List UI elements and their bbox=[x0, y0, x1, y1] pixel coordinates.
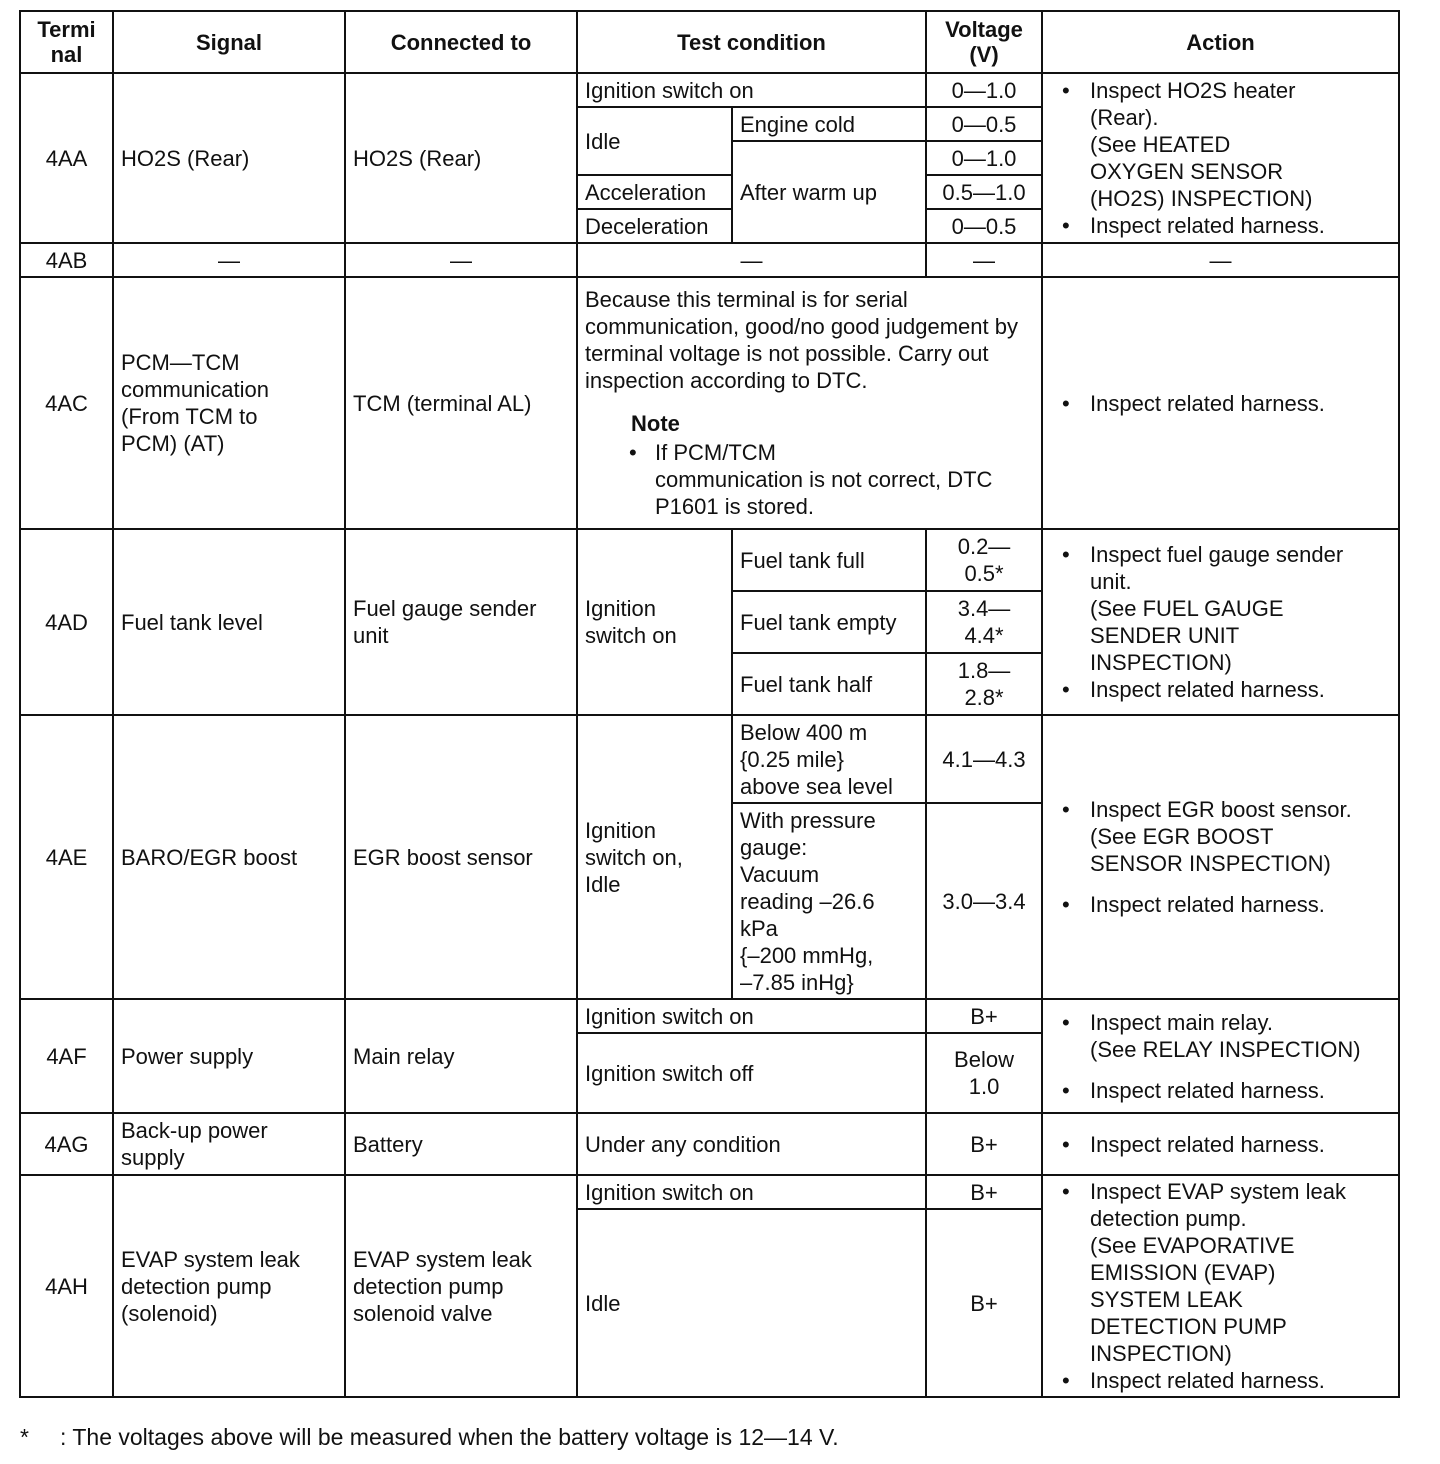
table-row bbox=[20, 73, 1399, 107]
action-item: • Inspect fuel gauge sender unit. (See FUEL GAUGE SENDER UNIT INSPECTION) bbox=[1050, 541, 1391, 676]
connected-cell: Main relay bbox=[345, 999, 577, 1113]
terminal-cell: 4AC bbox=[20, 277, 113, 529]
condition-text: Because this terminal is for serial communication, good/no good judgement by terminal voltage is not possible. Carry out inspection according to DTC. bbox=[585, 287, 1018, 393]
action-cell bbox=[1042, 1113, 1399, 1175]
connected-cell: EVAP system leak detection pump solenoid valve bbox=[345, 1175, 577, 1397]
action-item: • Inspect related harness. bbox=[1050, 212, 1391, 239]
table-row bbox=[20, 715, 1399, 803]
condition-cell bbox=[577, 277, 1042, 529]
condition-cell: Acceleration bbox=[577, 175, 732, 209]
action-item: • Inspect EGR boost sensor. (See EGR BOOST SENSOR INSPECTION) bbox=[1050, 796, 1391, 877]
action-cell bbox=[1042, 529, 1399, 715]
signal-cell: BARO/EGR boost bbox=[113, 715, 345, 999]
action-item: • Inspect related harness. bbox=[1050, 390, 1391, 417]
action-cell bbox=[1042, 715, 1399, 999]
voltage-cell: 0.2— 0.5* bbox=[926, 529, 1042, 591]
terminal-cell: 4AA bbox=[20, 73, 113, 243]
connected-cell: Fuel gauge sender unit bbox=[345, 529, 577, 715]
header-action: Action bbox=[1042, 11, 1399, 73]
action-item: • Inspect related harness. bbox=[1050, 891, 1391, 918]
header-test-condition: Test condition bbox=[577, 11, 926, 73]
table-row bbox=[20, 529, 1399, 591]
terminal-cell: 4AH bbox=[20, 1175, 113, 1397]
voltage-cell: 0—0.5 bbox=[926, 107, 1042, 141]
condition-cell: Ignition switch on bbox=[577, 1175, 926, 1209]
footnote-text: : The voltages above will be measured when the battery voltage is 12—14 V. bbox=[60, 1424, 839, 1450]
footnote bbox=[20, 1424, 839, 1451]
header-voltage: Voltage (V) bbox=[926, 11, 1042, 73]
condition-cell: Idle bbox=[577, 107, 732, 175]
header-row bbox=[20, 11, 1399, 73]
action-item: • Inspect related harness. bbox=[1050, 676, 1391, 703]
connected-cell: — bbox=[345, 243, 577, 277]
condition-cell: Ignition switch on, Idle bbox=[577, 715, 732, 999]
voltage-cell: 0—1.0 bbox=[926, 73, 1042, 107]
header-signal: Signal bbox=[113, 11, 345, 73]
condition-sub-cell: Engine cold bbox=[732, 107, 926, 141]
header-terminal: Termi nal bbox=[20, 11, 113, 73]
terminal-inspection-table bbox=[19, 10, 1400, 1398]
table-row bbox=[20, 1113, 1399, 1175]
voltage-cell: 3.4— 4.4* bbox=[926, 591, 1042, 653]
connected-cell: HO2S (Rear) bbox=[345, 73, 577, 243]
action-cell bbox=[1042, 1175, 1399, 1397]
voltage-cell: 4.1—4.3 bbox=[926, 715, 1042, 803]
condition-sub-cell: Fuel tank half bbox=[732, 653, 926, 715]
table-row bbox=[20, 1175, 1399, 1209]
voltage-cell: 0—0.5 bbox=[926, 209, 1042, 243]
note-item: • If PCM/TCM communication is not correct, DTC P1601 is stored. bbox=[625, 439, 1034, 520]
action-cell bbox=[1042, 73, 1399, 243]
voltage-cell: B+ bbox=[926, 1113, 1042, 1175]
table-row bbox=[20, 999, 1399, 1033]
note-list bbox=[585, 439, 1034, 520]
condition-cell: — bbox=[577, 243, 926, 277]
condition-cell: Under any condition bbox=[577, 1113, 926, 1175]
terminal-cell: 4AE bbox=[20, 715, 113, 999]
voltage-cell: 1.8— 2.8* bbox=[926, 653, 1042, 715]
condition-sub-cell: After warm up bbox=[732, 141, 926, 243]
action-cell bbox=[1042, 277, 1399, 529]
terminal-cell: 4AD bbox=[20, 529, 113, 715]
condition-cell: Ignition switch on bbox=[577, 529, 732, 715]
terminal-cell: 4AB bbox=[20, 243, 113, 277]
note-title: Note bbox=[631, 411, 680, 436]
signal-cell: Back-up power supply bbox=[113, 1113, 345, 1175]
voltage-cell: B+ bbox=[926, 999, 1042, 1033]
voltage-cell: 0—1.0 bbox=[926, 141, 1042, 175]
header-connected-to: Connected to bbox=[345, 11, 577, 73]
action-item: • Inspect related harness. bbox=[1050, 1131, 1391, 1158]
condition-sub-cell: Fuel tank full bbox=[732, 529, 926, 591]
signal-cell: Power supply bbox=[113, 999, 345, 1113]
action-cell bbox=[1042, 999, 1399, 1113]
signal-cell: PCM—TCM communication (From TCM to PCM) (AT) bbox=[113, 277, 345, 529]
signal-cell: EVAP system leak detection pump (solenoid) bbox=[113, 1175, 345, 1397]
connected-cell: TCM (terminal AL) bbox=[345, 277, 577, 529]
terminal-cell: 4AF bbox=[20, 999, 113, 1113]
signal-cell: HO2S (Rear) bbox=[113, 73, 345, 243]
condition-cell: Deceleration bbox=[577, 209, 732, 243]
action-item: • Inspect main relay. (See RELAY INSPECTION) bbox=[1050, 1009, 1391, 1063]
action-cell: — bbox=[1042, 243, 1399, 277]
signal-cell: — bbox=[113, 243, 345, 277]
action-item: • Inspect related harness. bbox=[1050, 1367, 1391, 1394]
table-row bbox=[20, 243, 1399, 277]
voltage-cell: 0.5—1.0 bbox=[926, 175, 1042, 209]
condition-cell: Ignition switch off bbox=[577, 1033, 926, 1113]
condition-sub-cell: Fuel tank empty bbox=[732, 591, 926, 653]
connected-cell: Battery bbox=[345, 1113, 577, 1175]
voltage-cell: Below 1.0 bbox=[926, 1033, 1042, 1113]
condition-sub-cell: Below 400 m {0.25 mile} above sea level bbox=[732, 715, 926, 803]
voltage-cell: 3.0—3.4 bbox=[926, 803, 1042, 999]
footnote-mark: * bbox=[20, 1424, 29, 1450]
signal-cell: Fuel tank level bbox=[113, 529, 345, 715]
action-item: • Inspect HO2S heater (Rear). (See HEATED OXYGEN SENSOR (HO2S) INSPECTION) bbox=[1050, 77, 1391, 212]
condition-sub-cell: With pressure gauge: Vacuum reading –26.6 kPa {–200 mmHg, –7.85 inHg} bbox=[732, 803, 926, 999]
action-item: • Inspect EVAP system leak detection pump. (See EVAPORATIVE EMISSION (EVAP) SYSTEM LEAK DETECTION PUMP INSPECTION) bbox=[1050, 1178, 1391, 1367]
action-item: • Inspect related harness. bbox=[1050, 1077, 1391, 1104]
voltage-cell: B+ bbox=[926, 1175, 1042, 1209]
voltage-cell: B+ bbox=[926, 1209, 1042, 1397]
connected-cell: EGR boost sensor bbox=[345, 715, 577, 999]
condition-cell: Idle bbox=[577, 1209, 926, 1397]
condition-cell: Ignition switch on bbox=[577, 999, 926, 1033]
terminal-cell: 4AG bbox=[20, 1113, 113, 1175]
condition-cell: Ignition switch on bbox=[577, 73, 926, 107]
table-row bbox=[20, 277, 1399, 529]
voltage-cell: — bbox=[926, 243, 1042, 277]
